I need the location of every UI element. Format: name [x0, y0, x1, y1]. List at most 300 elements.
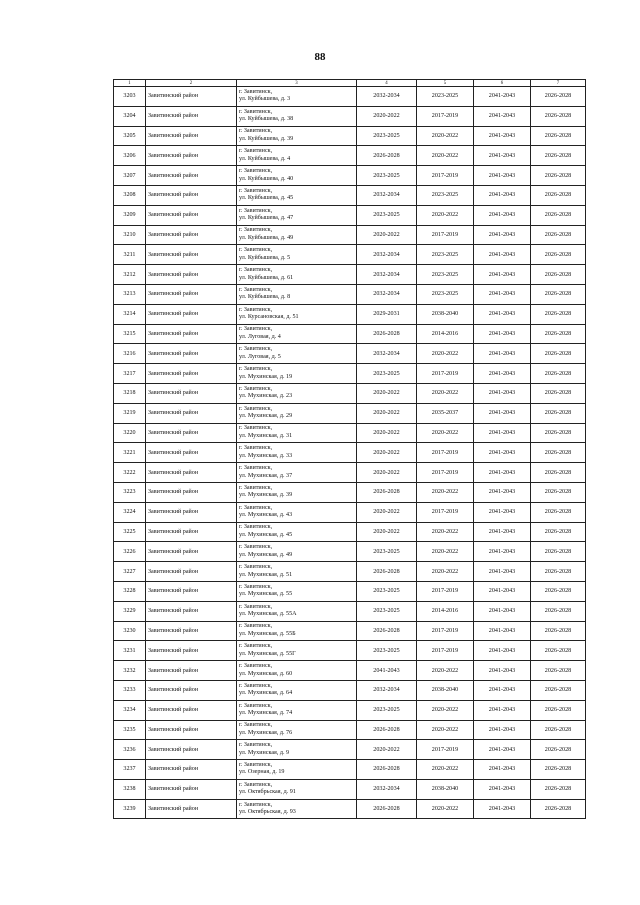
address-cell — [237, 185, 357, 205]
address-street: ул. Мухинская, д. 55Г — [239, 650, 296, 657]
period-cell: 2023-2025 — [417, 284, 474, 304]
address-cell — [237, 502, 357, 522]
address-street: ул. Октябрьская, д. 93 — [239, 809, 296, 816]
district-cell: Завитинский район — [146, 522, 237, 542]
address-cell — [237, 700, 357, 720]
address-city: г. Завитинск, — [239, 207, 273, 214]
district-cell: Завитинский район — [146, 700, 237, 720]
district-cell: Завитинский район — [146, 245, 237, 265]
district-cell: Завитинский район — [146, 126, 237, 146]
table-row — [114, 324, 586, 344]
address-cell — [237, 680, 357, 700]
row-number: 3212 — [114, 265, 146, 285]
district-cell: Завитинский район — [146, 720, 237, 740]
table-row — [114, 542, 586, 562]
address-street: ул. Куйбышева, д. 61 — [239, 274, 294, 281]
table-row — [114, 87, 586, 107]
row-number: 3221 — [114, 443, 146, 463]
period-cell: 2023-2025 — [357, 581, 417, 601]
table-row — [114, 304, 586, 324]
period-cell: 2014-2016 — [417, 601, 474, 621]
row-number: 3210 — [114, 225, 146, 245]
row-number: 3228 — [114, 581, 146, 601]
column-number-row — [114, 80, 586, 87]
period-cell: 2041-2043 — [474, 304, 531, 324]
address-cell — [237, 87, 357, 107]
address-city: г. Завитинск, — [239, 801, 273, 808]
period-cell: 2023-2025 — [417, 245, 474, 265]
period-cell: 2023-2025 — [357, 364, 417, 384]
address-cell — [237, 562, 357, 582]
period-cell: 2026-2028 — [531, 284, 586, 304]
district-cell: Завитинский район — [146, 284, 237, 304]
period-cell: 2041-2043 — [474, 146, 531, 166]
table-row — [114, 482, 586, 502]
address-city: г. Завитинск, — [239, 247, 273, 254]
period-cell: 2026-2028 — [357, 720, 417, 740]
period-cell: 2026-2028 — [531, 383, 586, 403]
period-cell: 2026-2028 — [531, 562, 586, 582]
period-cell: 2023-2025 — [417, 185, 474, 205]
address-city: г. Завитинск, — [239, 564, 273, 571]
period-cell: 2020-2022 — [417, 205, 474, 225]
period-cell: 2026-2028 — [531, 106, 586, 126]
period-cell: 2026-2028 — [357, 621, 417, 641]
district-cell: Завитинский район — [146, 740, 237, 760]
address-city: г. Завитинск, — [239, 722, 273, 729]
row-number: 3216 — [114, 344, 146, 364]
period-cell: 2041-2043 — [474, 205, 531, 225]
period-cell: 2020-2022 — [417, 146, 474, 166]
period-cell: 2038-2040 — [417, 304, 474, 324]
address-street: ул. Куйбышева, д. 4 — [239, 155, 291, 162]
row-number: 3217 — [114, 364, 146, 384]
period-cell: 2026-2028 — [357, 760, 417, 780]
address-city: г. Завитинск, — [239, 108, 273, 115]
address-city: г. Завитинск, — [239, 187, 273, 194]
address-street: ул. Куйбышева, д. 49 — [239, 234, 294, 241]
address-street: ул. Мухинская, д. 29 — [239, 413, 293, 420]
table-row — [114, 680, 586, 700]
period-cell: 2041-2043 — [474, 581, 531, 601]
address-street: ул. Мухинская, д. 31 — [239, 432, 293, 439]
district-cell: Завитинский район — [146, 265, 237, 285]
row-number: 3226 — [114, 542, 146, 562]
table-row — [114, 146, 586, 166]
period-cell: 2017-2019 — [417, 225, 474, 245]
district-cell: Завитинский район — [146, 779, 237, 799]
period-cell: 2026-2028 — [531, 265, 586, 285]
period-cell: 2041-2043 — [474, 661, 531, 681]
address-city: г. Завитинск, — [239, 603, 273, 610]
period-cell: 2041-2043 — [474, 166, 531, 186]
table-row — [114, 166, 586, 186]
period-cell: 2041-2043 — [474, 87, 531, 107]
district-cell: Завитинский район — [146, 423, 237, 443]
period-cell: 2029-2031 — [357, 304, 417, 324]
period-cell: 2026-2028 — [531, 87, 586, 107]
address-city: г. Завитинск, — [239, 425, 273, 432]
district-cell: Завитинский район — [146, 146, 237, 166]
period-cell: 2041-2043 — [474, 364, 531, 384]
address-cell — [237, 542, 357, 562]
table-row — [114, 383, 586, 403]
address-city: г. Завитинск, — [239, 504, 273, 511]
period-cell: 2041-2043 — [474, 265, 531, 285]
district-cell: Завитинский район — [146, 403, 237, 423]
table-row — [114, 284, 586, 304]
period-cell: 2020-2022 — [357, 502, 417, 522]
row-number: 3230 — [114, 621, 146, 641]
period-cell: 2041-2043 — [474, 641, 531, 661]
address-street: ул. Мухинская, д. 23 — [239, 393, 293, 400]
address-cell — [237, 146, 357, 166]
district-cell: Завитинский район — [146, 581, 237, 601]
table-row — [114, 760, 586, 780]
address-city: г. Завитинск, — [239, 326, 273, 333]
district-cell: Завитинский район — [146, 106, 237, 126]
period-cell: 2041-2043 — [474, 700, 531, 720]
period-cell: 2041-2043 — [474, 443, 531, 463]
period-cell: 2026-2028 — [531, 700, 586, 720]
table-row — [114, 403, 586, 423]
district-cell: Завитинский район — [146, 680, 237, 700]
address-street: ул. Октябрьская, д. 91 — [239, 789, 296, 796]
address-city: г. Завитинск, — [239, 761, 273, 768]
row-number: 3204 — [114, 106, 146, 126]
district-cell: Завитинский район — [146, 502, 237, 522]
address-street: ул. Куйбышева, д. 45 — [239, 195, 294, 202]
district-cell: Завитинский район — [146, 661, 237, 681]
address-cell — [237, 344, 357, 364]
period-cell: 2026-2028 — [531, 344, 586, 364]
address-city: г. Завитинск, — [239, 544, 273, 551]
district-cell: Завитинский район — [146, 799, 237, 819]
address-cell — [237, 245, 357, 265]
address-city: г. Завитинск, — [239, 405, 273, 412]
row-number: 3219 — [114, 403, 146, 423]
period-cell: 2023-2025 — [357, 205, 417, 225]
table-row — [114, 265, 586, 285]
period-cell: 2026-2028 — [357, 146, 417, 166]
address-cell — [237, 423, 357, 443]
period-cell: 2041-2043 — [474, 324, 531, 344]
address-cell — [237, 740, 357, 760]
address-street: ул. Мухинская, д. 55А — [239, 611, 297, 618]
period-cell: 2041-2043 — [474, 403, 531, 423]
period-cell: 2020-2022 — [417, 661, 474, 681]
district-cell: Завитинский район — [146, 87, 237, 107]
address-street: ул. Мухинская, д. 51 — [239, 571, 293, 578]
address-city: г. Завитинск, — [239, 148, 273, 155]
period-cell: 2014-2016 — [417, 324, 474, 344]
row-number: 3207 — [114, 166, 146, 186]
row-number: 3224 — [114, 502, 146, 522]
table-row — [114, 581, 586, 601]
address-city: г. Завитинск, — [239, 88, 273, 95]
address-city: г. Завитинск, — [239, 781, 273, 788]
district-cell: Завитинский район — [146, 166, 237, 186]
row-number: 3209 — [114, 205, 146, 225]
period-cell: 2041-2043 — [474, 126, 531, 146]
period-cell: 2041-2043 — [474, 760, 531, 780]
address-street: ул. Куйбышева, д. 8 — [239, 294, 291, 301]
address-cell — [237, 166, 357, 186]
period-cell: 2017-2019 — [417, 641, 474, 661]
period-cell: 2026-2028 — [531, 146, 586, 166]
district-cell: Завитинский район — [146, 205, 237, 225]
housing-registry-table — [113, 79, 586, 819]
row-number: 3205 — [114, 126, 146, 146]
table-row — [114, 245, 586, 265]
period-cell: 2026-2028 — [531, 661, 586, 681]
address-city: г. Завитинск, — [239, 227, 273, 234]
table-row — [114, 661, 586, 681]
period-cell: 2026-2028 — [531, 205, 586, 225]
period-cell: 2041-2043 — [474, 106, 531, 126]
address-cell — [237, 661, 357, 681]
period-cell: 2041-2043 — [474, 383, 531, 403]
period-cell: 2017-2019 — [417, 621, 474, 641]
row-number: 3235 — [114, 720, 146, 740]
period-cell: 2041-2043 — [474, 740, 531, 760]
address-city: г. Завитинск, — [239, 128, 273, 135]
address-street: ул. Мухинская, д. 60 — [239, 670, 293, 677]
period-cell: 2020-2022 — [417, 720, 474, 740]
period-cell: 2017-2019 — [417, 106, 474, 126]
address-cell — [237, 621, 357, 641]
district-cell: Завитинский район — [146, 562, 237, 582]
period-cell: 2026-2028 — [531, 423, 586, 443]
district-cell: Завитинский район — [146, 225, 237, 245]
period-cell: 2041-2043 — [474, 502, 531, 522]
period-cell: 2020-2022 — [357, 225, 417, 245]
district-cell: Завитинский район — [146, 621, 237, 641]
period-cell: 2020-2022 — [417, 344, 474, 364]
address-street: ул. Мухинская, д. 76 — [239, 729, 293, 736]
address-cell — [237, 641, 357, 661]
table-row — [114, 106, 586, 126]
table-row — [114, 621, 586, 641]
address-cell — [237, 720, 357, 740]
period-cell: 2026-2028 — [531, 799, 586, 819]
address-street: ул. Куйбышева, д. 47 — [239, 215, 294, 222]
table-row — [114, 344, 586, 364]
row-number: 3237 — [114, 760, 146, 780]
period-cell: 2023-2025 — [417, 265, 474, 285]
table-row — [114, 364, 586, 384]
period-cell: 2026-2028 — [531, 542, 586, 562]
period-cell: 2032-2034 — [357, 265, 417, 285]
address-city: г. Завитинск, — [239, 346, 273, 353]
period-cell: 2023-2025 — [357, 641, 417, 661]
period-cell: 2032-2034 — [357, 87, 417, 107]
period-cell: 2026-2028 — [531, 443, 586, 463]
table-row — [114, 562, 586, 582]
period-cell: 2020-2022 — [417, 383, 474, 403]
address-street: ул. Озерная, д. 19 — [239, 769, 285, 776]
period-cell: 2041-2043 — [474, 482, 531, 502]
address-cell — [237, 779, 357, 799]
table-body — [114, 87, 586, 819]
address-street: ул. Мухинская, д. 64 — [239, 690, 293, 697]
period-cell: 2026-2028 — [531, 502, 586, 522]
period-cell: 2023-2025 — [417, 87, 474, 107]
period-cell: 2041-2043 — [474, 799, 531, 819]
period-cell: 2020-2022 — [357, 740, 417, 760]
period-cell: 2026-2028 — [357, 324, 417, 344]
period-cell: 2020-2022 — [417, 126, 474, 146]
address-city: г. Завитинск, — [239, 682, 273, 689]
period-cell: 2020-2022 — [357, 106, 417, 126]
period-cell: 2026-2028 — [531, 225, 586, 245]
address-city: г. Завитинск, — [239, 643, 273, 650]
address-cell — [237, 443, 357, 463]
address-city: г. Завитинск, — [239, 524, 273, 531]
address-street: ул. Мухинская, д. 9 — [239, 749, 290, 756]
address-street: ул. Куйбышева, д. 38 — [239, 116, 294, 123]
address-city: г. Завитинск, — [239, 465, 273, 472]
address-city: г. Завитинск, — [239, 267, 273, 274]
address-street: ул. Мухинская, д. 33 — [239, 452, 293, 459]
period-cell: 2026-2028 — [531, 680, 586, 700]
row-number: 3206 — [114, 146, 146, 166]
address-street: ул. Луговая, д. 4 — [239, 333, 281, 340]
period-cell: 2032-2034 — [357, 284, 417, 304]
address-city: г. Завитинск, — [239, 702, 273, 709]
column-number: 7 — [531, 80, 586, 87]
period-cell: 2032-2034 — [357, 185, 417, 205]
period-cell: 2020-2022 — [417, 799, 474, 819]
row-number: 3214 — [114, 304, 146, 324]
period-cell: 2041-2043 — [474, 562, 531, 582]
table-row — [114, 522, 586, 542]
address-cell — [237, 799, 357, 819]
address-street: ул. Мухинская, д. 55 — [239, 591, 293, 598]
address-city: г. Завитинск, — [239, 663, 273, 669]
table-row — [114, 601, 586, 621]
period-cell: 2020-2022 — [417, 542, 474, 562]
address-street: ул. Луговая, д. 5 — [239, 353, 281, 360]
period-cell: 2026-2028 — [531, 324, 586, 344]
address-cell — [237, 403, 357, 423]
period-cell: 2020-2022 — [357, 463, 417, 483]
period-cell: 2041-2043 — [474, 245, 531, 265]
period-cell: 2023-2025 — [357, 700, 417, 720]
period-cell: 2017-2019 — [417, 581, 474, 601]
address-cell — [237, 106, 357, 126]
period-cell: 2032-2034 — [357, 779, 417, 799]
address-city: г. Завитинск, — [239, 623, 273, 630]
district-cell: Завитинский район — [146, 304, 237, 324]
address-street: ул. Мухинская, д. 39 — [239, 492, 293, 499]
row-number: 3234 — [114, 700, 146, 720]
address-cell — [237, 601, 357, 621]
row-number: 3208 — [114, 185, 146, 205]
table-row — [114, 443, 586, 463]
period-cell: 2026-2028 — [531, 720, 586, 740]
district-cell: Завитинский район — [146, 601, 237, 621]
row-number: 3218 — [114, 383, 146, 403]
address-cell — [237, 522, 357, 542]
column-number: 6 — [474, 80, 531, 87]
period-cell: 2023-2025 — [357, 166, 417, 186]
period-cell: 2041-2043 — [474, 522, 531, 542]
period-cell: 2041-2043 — [357, 661, 417, 681]
row-number: 3220 — [114, 423, 146, 443]
address-street: ул. Мухинская, д. 45 — [239, 531, 293, 538]
column-number: 5 — [417, 80, 474, 87]
address-cell — [237, 304, 357, 324]
period-cell: 2026-2028 — [531, 185, 586, 205]
period-cell: 2017-2019 — [417, 740, 474, 760]
period-cell: 2026-2028 — [531, 641, 586, 661]
period-cell: 2026-2028 — [531, 463, 586, 483]
table-row — [114, 126, 586, 146]
district-cell: Завитинский район — [146, 383, 237, 403]
address-cell — [237, 581, 357, 601]
period-cell: 2038-2040 — [417, 779, 474, 799]
row-number: 3222 — [114, 463, 146, 483]
address-cell — [237, 126, 357, 146]
period-cell: 2026-2028 — [531, 779, 586, 799]
period-cell: 2026-2028 — [531, 601, 586, 621]
address-street: ул. Мухинская, д. 49 — [239, 551, 293, 558]
period-cell: 2041-2043 — [474, 185, 531, 205]
district-cell: Завитинский район — [146, 185, 237, 205]
table-row — [114, 641, 586, 661]
address-city: г. Завитинск, — [239, 168, 273, 175]
period-cell: 2026-2028 — [531, 621, 586, 641]
period-cell: 2020-2022 — [417, 482, 474, 502]
period-cell: 2026-2028 — [531, 740, 586, 760]
period-cell: 2038-2040 — [417, 680, 474, 700]
column-number: 4 — [357, 80, 417, 87]
period-cell: 2017-2019 — [417, 364, 474, 384]
table-row — [114, 502, 586, 522]
period-cell: 2041-2043 — [474, 621, 531, 641]
district-cell: Завитинский район — [146, 364, 237, 384]
row-number: 3231 — [114, 641, 146, 661]
table-row — [114, 225, 586, 245]
row-number: 3233 — [114, 680, 146, 700]
address-city: г. Завитинск, — [239, 286, 273, 293]
period-cell: 2041-2043 — [474, 720, 531, 740]
period-cell: 2020-2022 — [417, 700, 474, 720]
period-cell: 2017-2019 — [417, 166, 474, 186]
table-row — [114, 799, 586, 819]
period-cell: 2032-2034 — [357, 245, 417, 265]
period-cell: 2020-2022 — [357, 383, 417, 403]
address-street: ул. Куйбышева, д. 3 — [239, 96, 291, 103]
table-row — [114, 463, 586, 483]
address-street: ул. Куйбышева, д. 39 — [239, 135, 294, 142]
period-cell: 2020-2022 — [417, 562, 474, 582]
district-cell: Завитинский район — [146, 760, 237, 780]
period-cell: 2020-2022 — [357, 403, 417, 423]
address-city: г. Завитинск, — [239, 445, 273, 452]
address-street: ул. Мухинская, д. 43 — [239, 512, 293, 519]
address-street: ул. Куйбышева, д. 40 — [239, 175, 294, 182]
period-cell: 2026-2028 — [357, 799, 417, 819]
address-city: г. Завитинск, — [239, 583, 273, 590]
period-cell: 2032-2034 — [357, 680, 417, 700]
address-cell — [237, 482, 357, 502]
district-cell: Завитинский район — [146, 344, 237, 364]
address-city: г. Завитинск, — [239, 484, 273, 491]
period-cell: 2026-2028 — [531, 403, 586, 423]
row-number: 3211 — [114, 245, 146, 265]
